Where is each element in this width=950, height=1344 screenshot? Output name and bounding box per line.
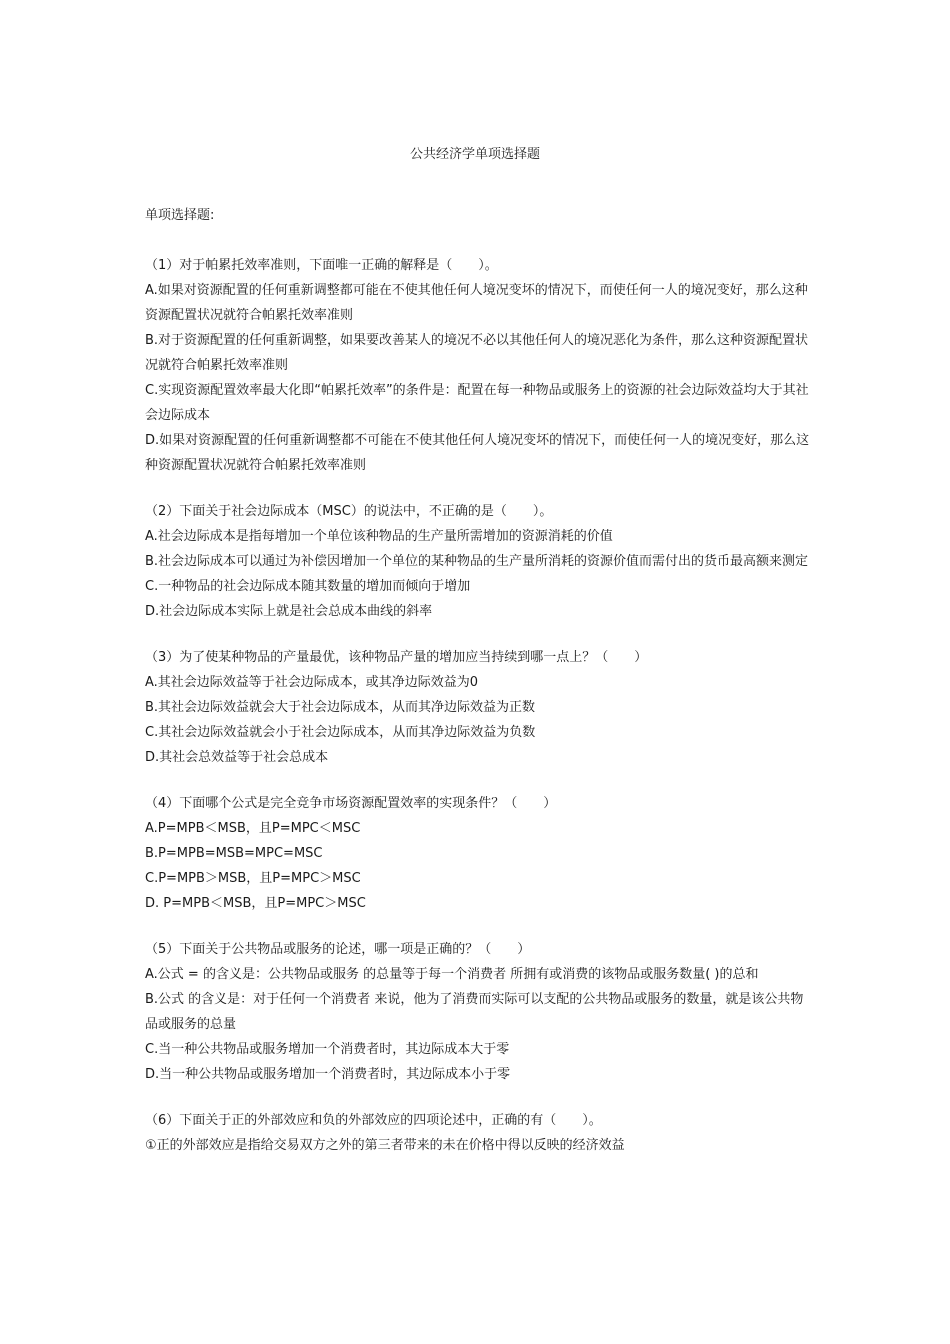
question-stem: （1）对于帕累托效率准则，下面唯一正确的解释是（ ）。 [145,258,498,273]
question-2 [145,499,810,624]
option-c: C.其社会边际效益就会小于社会边际成本，从而其净边际效益为负数 [145,725,536,740]
option-a: A.如果对资源配置的任何重新调整都可能在不使其他任何人境况变坏的情况下，而使任何一人的境况变好，那么这种资源配置状况就符合帕累托效率准则 [145,283,808,323]
statement-1: ①正的外部效应是指给交易双方之外的第三者带来的未在价格中得以反映的经济效益 [145,1138,625,1153]
question-1 [145,253,810,478]
option-a: A.其社会边际效益等于社会边际成本，或其净边际效益为0 [145,675,479,690]
question-stem: （6）下面关于正的外部效应和负的外部效应的四项论述中，正确的有（ ）。 [145,1113,602,1128]
question-stem: （4）下面哪个公式是完全竞争市场资源配置效率的实现条件？（ ） [145,796,557,811]
option-a: A.公式 = 的含义是：公共物品或服务 的总量等于每一个消费者 所拥有或消费的该物品或服务数量( )的总和 [145,967,759,982]
option-c: C.当一种公共物品或服务增加一个消费者时，其边际成本大于零 [145,1042,510,1057]
option-d: D.其社会总效益等于社会总成本 [145,750,329,765]
option-c: C.实现资源配置效率最大化即“帕累托效率”的条件是：配置在每一种物品或服务上的资源的社会边际效益均大于其社会边际成本 [145,383,809,423]
option-d: D. P=MPB＜MSB，且P=MPC＞MSC [145,896,366,911]
option-a: A.P=MPB＜MSB，且P=MPC＜MSC [145,821,361,836]
option-b: B.对于资源配置的任何重新调整，如果要改善某人的境况不必以其他任何人的境况恶化为条件，那么这种资源配置状况就符合帕累托效率准则 [145,333,809,373]
question-stem: （2）下面关于社会边际成本（MSC）的说法中，不正确的是（ ）。 [145,504,553,519]
option-b: B.社会边际成本可以通过为补偿因增加一个单位的某种物品的生产量所消耗的资源价值而需付出的货币最高额来测定 [145,554,809,569]
section-label: 单项选择题: [145,208,215,223]
option-b: B.其社会边际效益就会大于社会边际成本，从而其净边际效益为正数 [145,700,536,715]
option-c: C.P=MPB＞MSB，且P=MPC＞MSC [145,871,361,886]
option-c: C.一种物品的社会边际成本随其数量的增加而倾向于增加 [145,579,471,594]
option-b: B.P=MPB=MSB=MPC=MSC [145,846,323,861]
document-title: 公共经济学单项选择题 [409,147,540,162]
question-stem: （3）为了使某种物品的产量最优，该种物品产量的增加应当持续到哪一点上？（ ） [145,650,648,665]
option-d: D.如果对资源配置的任何重新调整都不可能在不使其他任何人境况变坏的情况下，而使任何一人的境况变好，那么这种资源配置状况就符合帕累托效率准则 [145,433,810,473]
option-b: B.公式 的含义是：对于任何一个消费者 来说，他为了消费而实际可以支配的公共物品或服务的数量，就是该公共物品或服务的总量 [145,992,804,1032]
question-3 [145,645,810,770]
document-body [145,203,810,1179]
option-a: A.社会边际成本是指每增加一个单位该种物品的生产量所需增加的资源消耗的价值 [145,529,613,544]
option-d: D.社会边际成本实际上就是社会总成本曲线的斜率 [145,604,433,619]
question-6 [145,1108,810,1158]
question-5 [145,937,810,1087]
option-d: D.当一种公共物品或服务增加一个消费者时，其边际成本小于零 [145,1067,511,1082]
question-stem: （5）下面关于公共物品或服务的论述，哪一项是正确的？（ ） [145,942,531,957]
question-4 [145,791,810,916]
